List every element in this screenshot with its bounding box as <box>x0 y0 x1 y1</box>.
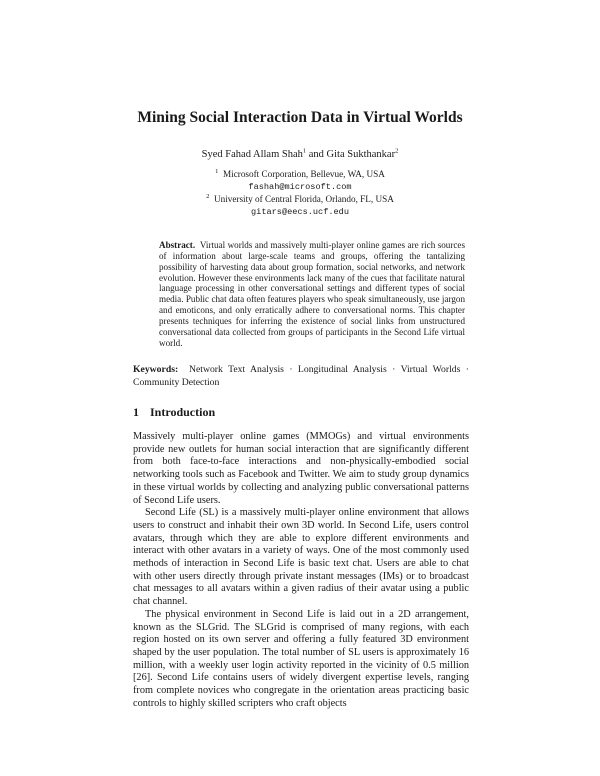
paragraph-2: Second Life (SL) is a massively multi-player online environment that allows users to construct and inhabit their own 3D world. In Second Life, users control avatars, through which they are able to explore different environments and interact with other avatars in a variety of ways. One of the most commonly used methods of interaction in Second Life is basic text chat. Users are able to chat with other users directly through private instant messages (IMs) or to broadcast chat messages to all avatars within a given radius of their avatar using a public chat channel. <box>133 507 469 608</box>
author-1: Syed Fahad Allam Shah <box>201 149 303 160</box>
affiliation-1-mark: 1 <box>215 167 219 175</box>
section-heading <box>133 404 469 420</box>
affiliation-1 <box>0 168 600 181</box>
author-joiner: and <box>306 149 327 160</box>
keywords-label: Keywords: <box>133 364 179 375</box>
keywords-text: Network Text Analysis · Longitudinal Analysis · Virtual Worlds · Community Detection <box>133 364 469 388</box>
affiliations <box>0 168 600 218</box>
author-line <box>0 148 600 162</box>
abstract-text: Virtual worlds and massively multi-player online games are rich sources of information about large-scale teams and groups, offering the tantalizing possibility of harvesting data about group formation, social networks, and network evolution. However these environments lack many of the cues that facilitate natural language processing in other conversational settings and different types of social media. Public chat data often features players who speak simultaneously, use jargon and emoticons, and only erratically adhere to conversational norms. This chapter presents techniques for inferring the existence of social links from unstructured conversational data collected from groups of participants in the Second Life virtual world. <box>159 240 465 348</box>
keywords <box>133 364 469 389</box>
section-number: 1 <box>133 405 139 419</box>
affiliation-2-institution: University of Central Florida, Orlando, FL, USA <box>213 194 394 204</box>
affiliation-2-mark: 2 <box>206 192 210 200</box>
paragraph-1: Massively multi-player online games (MMOGs) and virtual environments provide new outlets for human social interaction that are significantly different from both face-to-face interactions and non-physically-embodied social networking tools such as Facebook and Twitter. We aim to study group dynamics in these virtual worlds by collecting and analyzing public conversational patterns of Second Life users. <box>133 431 469 506</box>
paragraph-3: The physical environment in Second Life is laid out in a 2D arrangement, known as the SLGrid. The SLGrid is comprised of many regions, with each region hosted on its own server and offering a fully featured 3D environment shaped by the user population. The total number of SL users is approximately 16 million, with a weekly user login activity reported in the vicinity of 0.5 million [26]. Second Life contains users of widely divergent expertise levels, ranging from complete novices who congregate in the orientation areas practicing basic controls to highly skilled scripters who craft objects <box>133 608 469 709</box>
affiliation-1-institution: Microsoft Corporation, Bellevue, WA, USA <box>222 169 385 179</box>
abstract-label: Abstract. <box>159 240 196 250</box>
author-1-affil-mark: 1 <box>302 147 307 155</box>
section-body <box>133 431 469 710</box>
affiliation-2 <box>0 193 600 206</box>
paper-title: Mining Social Interaction Data in Virtual Worlds <box>137 109 463 126</box>
author-2-affil-mark: 2 <box>395 147 399 155</box>
abstract <box>159 240 465 348</box>
section-title: Introduction <box>150 405 216 419</box>
affiliation-1-email: fashah@microsoft.com <box>248 181 352 192</box>
affiliation-2-email: gitars@eecs.ucf.edu <box>251 206 349 217</box>
author-2: Gita Sukthankar <box>326 149 396 160</box>
